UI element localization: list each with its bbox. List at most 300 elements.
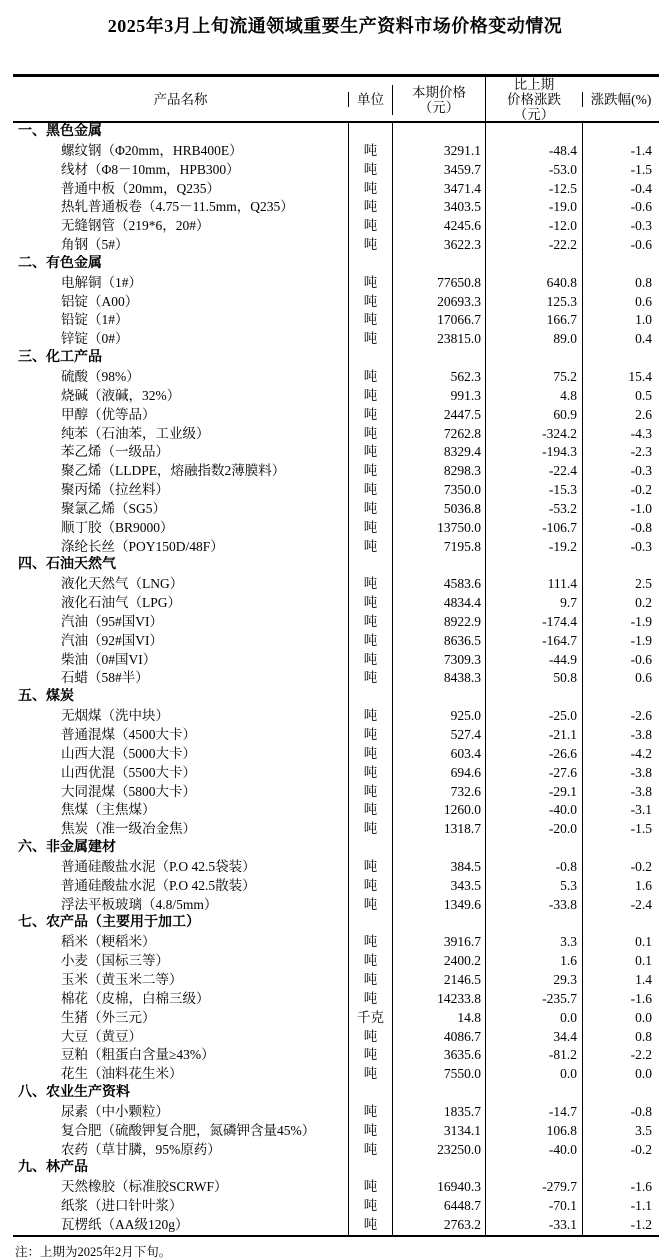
unit-cell: 吨 xyxy=(348,1141,392,1160)
change-cell: 640.8 xyxy=(485,274,582,293)
unit-cell: 吨 xyxy=(348,726,392,745)
price-cell: 6448.7 xyxy=(392,1197,485,1216)
price-cell: 384.5 xyxy=(392,858,485,877)
price-cell: 4583.6 xyxy=(392,575,485,594)
product-cell: 花生（油料花生米） xyxy=(61,1066,183,1082)
product-cell: 复合肥（硫酸钾复合肥，氮磷钾含量45%） xyxy=(61,1122,316,1138)
product-cell: 农药（草甘膦，95%原药） xyxy=(61,1141,221,1157)
product-cell: 玉米（黄玉米二等） xyxy=(61,971,183,987)
change-cell: 5.3 xyxy=(485,877,582,896)
price-cell: 603.4 xyxy=(392,745,485,764)
col-header-change xyxy=(485,77,582,122)
col-header-change-line1: 比上期 xyxy=(513,77,555,92)
product-cell: 铝锭（A00） xyxy=(61,293,139,309)
pct-cell: -0.2 xyxy=(582,858,659,877)
change-cell: -279.7 xyxy=(485,1178,582,1197)
pct-cell: 2.5 xyxy=(582,575,659,594)
unit-cell xyxy=(348,914,392,933)
col-header-product: 产品名称 xyxy=(153,92,208,107)
table-row xyxy=(13,443,659,462)
pct-cell: -2.2 xyxy=(582,1046,659,1065)
pct-cell: 1.0 xyxy=(582,311,659,330)
unit-cell xyxy=(348,349,392,368)
unit-cell xyxy=(348,123,392,142)
table-row xyxy=(13,425,659,444)
unit-cell: 吨 xyxy=(348,519,392,538)
change-cell: -19.0 xyxy=(485,198,582,217)
price-cell: 14233.8 xyxy=(392,990,485,1009)
unit-cell: 吨 xyxy=(348,217,392,236)
price-cell: 562.3 xyxy=(392,368,485,387)
table-row xyxy=(13,858,659,877)
unit-cell: 吨 xyxy=(348,896,392,915)
section-row xyxy=(13,1159,659,1178)
pct-cell: -0.3 xyxy=(582,217,659,236)
price-cell: 7262.8 xyxy=(392,425,485,444)
product-cell: 山西优混（5500大卡） xyxy=(61,764,196,780)
section-row xyxy=(13,349,659,368)
col-header-pct: 涨跌幅(%) xyxy=(582,92,659,107)
change-cell: -12.0 xyxy=(485,217,582,236)
section-row xyxy=(13,556,659,575)
change-cell: -22.2 xyxy=(485,236,582,255)
table-row xyxy=(13,236,659,255)
product-cell: 纯苯（石油苯，工业级） xyxy=(61,425,210,441)
pct-cell: -1.1 xyxy=(582,1197,659,1216)
table-row xyxy=(13,669,659,688)
table-row xyxy=(13,764,659,783)
change-cell: 0.0 xyxy=(485,1065,582,1084)
product-cell: 纸浆（进口针叶浆） xyxy=(61,1198,183,1214)
change-cell: -14.7 xyxy=(485,1103,582,1122)
pct-cell: -2.4 xyxy=(582,896,659,915)
pct-cell: -1.5 xyxy=(582,161,659,180)
unit-cell: 吨 xyxy=(348,632,392,651)
price-cell: 8438.3 xyxy=(392,669,485,688)
section-name: 六、非金属建材 xyxy=(18,840,116,856)
price-cell: 732.6 xyxy=(392,783,485,802)
change-cell: -48.4 xyxy=(485,142,582,161)
table-row xyxy=(13,1141,659,1160)
change-cell: 166.7 xyxy=(485,311,582,330)
table-row xyxy=(13,971,659,990)
product-cell: 生猪（外三元） xyxy=(61,1009,156,1025)
table-row xyxy=(13,1009,659,1028)
change-cell xyxy=(485,1084,582,1103)
pct-cell: -0.2 xyxy=(582,481,659,500)
unit-cell: 吨 xyxy=(348,971,392,990)
price-cell: 694.6 xyxy=(392,764,485,783)
change-cell: -20.0 xyxy=(485,820,582,839)
product-cell: 大豆（黄豆） xyxy=(61,1028,142,1044)
unit-cell: 吨 xyxy=(348,387,392,406)
product-cell: 尿素（中小颗粒） xyxy=(61,1103,169,1119)
pct-cell xyxy=(582,1159,659,1178)
price-cell xyxy=(392,914,485,933)
change-cell: -324.2 xyxy=(485,425,582,444)
change-cell: 3.3 xyxy=(485,933,582,952)
table-row xyxy=(13,632,659,651)
unit-cell: 吨 xyxy=(348,236,392,255)
product-cell: 山西大混（5000大卡） xyxy=(61,745,196,761)
change-cell xyxy=(485,688,582,707)
price-table xyxy=(13,74,659,1237)
product-cell: 汽油（92#国VI） xyxy=(61,632,163,648)
unit-cell: 吨 xyxy=(348,801,392,820)
unit-cell: 吨 xyxy=(348,858,392,877)
section-name: 九、林产品 xyxy=(18,1160,88,1176)
product-cell: 涤纶长丝（POY150D/48F） xyxy=(61,538,224,554)
change-cell: -106.7 xyxy=(485,519,582,538)
unit-cell xyxy=(348,255,392,274)
unit-cell: 吨 xyxy=(348,274,392,293)
change-cell: -81.2 xyxy=(485,1046,582,1065)
change-cell: -53.2 xyxy=(485,500,582,519)
section-name: 一、黑色金属 xyxy=(18,124,102,139)
product-cell: 豆粕（粗蛋白含量≥43%） xyxy=(61,1047,215,1063)
change-cell: 106.8 xyxy=(485,1122,582,1141)
price-cell xyxy=(392,556,485,575)
product-cell: 甲醇（优等品） xyxy=(61,406,156,422)
price-cell: 2146.5 xyxy=(392,971,485,990)
change-cell: -164.7 xyxy=(485,632,582,651)
table-row xyxy=(13,707,659,726)
product-cell: 稻米（粳稻米） xyxy=(61,934,156,950)
change-cell: -174.4 xyxy=(485,613,582,632)
table-row xyxy=(13,726,659,745)
table-row xyxy=(13,783,659,802)
price-cell: 23815.0 xyxy=(392,330,485,349)
pct-cell: 1.6 xyxy=(582,877,659,896)
change-cell xyxy=(485,839,582,858)
unit-cell: 吨 xyxy=(348,745,392,764)
price-cell xyxy=(392,688,485,707)
price-cell: 3134.1 xyxy=(392,1122,485,1141)
table-row xyxy=(13,198,659,217)
price-cell: 3916.7 xyxy=(392,933,485,952)
section-row xyxy=(13,914,659,933)
change-cell: -26.6 xyxy=(485,745,582,764)
pct-cell: -1.2 xyxy=(582,1216,659,1235)
unit-cell xyxy=(348,1159,392,1178)
table-row xyxy=(13,613,659,632)
unit-cell: 吨 xyxy=(348,500,392,519)
change-cell: -53.0 xyxy=(485,161,582,180)
product-cell: 苯乙烯（一级品） xyxy=(61,444,169,460)
product-cell: 大同混煤（5800大卡） xyxy=(61,783,196,799)
unit-cell: 吨 xyxy=(348,330,392,349)
pct-cell: -0.3 xyxy=(582,538,659,557)
price-cell: 7195.8 xyxy=(392,538,485,557)
change-cell: -33.8 xyxy=(485,896,582,915)
product-cell: 液化天然气（LNG） xyxy=(61,576,184,592)
product-cell: 普通硅酸盐水泥（P.O 42.5散装） xyxy=(61,877,256,893)
price-cell: 4086.7 xyxy=(392,1028,485,1047)
pct-cell: 0.1 xyxy=(582,933,659,952)
section-name: 三、化工产品 xyxy=(18,350,102,366)
pct-cell xyxy=(582,255,659,274)
pct-cell: -1.5 xyxy=(582,820,659,839)
pct-cell: -0.6 xyxy=(582,198,659,217)
pct-cell: -1.9 xyxy=(582,613,659,632)
pct-cell: 0.8 xyxy=(582,274,659,293)
price-cell: 14.8 xyxy=(392,1009,485,1028)
product-cell: 焦炭（准一级冶金焦） xyxy=(61,821,196,837)
price-cell: 991.3 xyxy=(392,387,485,406)
price-cell: 7550.0 xyxy=(392,1065,485,1084)
unit-cell: 吨 xyxy=(348,1122,392,1141)
product-cell: 棉花（皮棉，白棉三级） xyxy=(61,990,210,1006)
change-cell: -22.4 xyxy=(485,462,582,481)
unit-cell: 吨 xyxy=(348,1197,392,1216)
change-cell: -44.9 xyxy=(485,651,582,670)
product-cell: 汽油（95#国VI） xyxy=(61,613,163,629)
change-cell: 29.3 xyxy=(485,971,582,990)
table-row xyxy=(13,368,659,387)
unit-cell: 吨 xyxy=(348,952,392,971)
table-header-row xyxy=(13,77,659,123)
product-cell: 螺纹钢（Φ20mm，HRB400E） xyxy=(61,142,243,158)
product-cell: 瓦楞纸（AA级120g） xyxy=(61,1216,189,1232)
change-cell: -12.5 xyxy=(485,180,582,199)
change-cell xyxy=(485,914,582,933)
pct-cell: -0.3 xyxy=(582,462,659,481)
col-header-change-line2: 价格涨跌 xyxy=(507,92,561,107)
col-header-price-line2: （元） xyxy=(418,99,460,115)
unit-cell: 吨 xyxy=(348,707,392,726)
price-cell: 4245.6 xyxy=(392,217,485,236)
unit-cell: 吨 xyxy=(348,198,392,217)
price-cell: 1318.7 xyxy=(392,820,485,839)
price-cell: 1349.6 xyxy=(392,896,485,915)
price-cell: 3622.3 xyxy=(392,236,485,255)
price-cell: 16940.3 xyxy=(392,1178,485,1197)
change-cell: 0.0 xyxy=(485,1009,582,1028)
pct-cell: -1.9 xyxy=(582,632,659,651)
price-cell: 925.0 xyxy=(392,707,485,726)
product-cell: 铅锭（1#） xyxy=(61,312,129,328)
product-cell: 烧碱（液碱，32%） xyxy=(61,387,181,403)
table-row xyxy=(13,180,659,199)
change-cell: -33.1 xyxy=(485,1216,582,1235)
unit-cell: 吨 xyxy=(348,1065,392,1084)
table-row xyxy=(13,217,659,236)
unit-cell: 吨 xyxy=(348,783,392,802)
change-cell xyxy=(485,556,582,575)
product-cell: 普通混煤（4500大卡） xyxy=(61,727,196,742)
pct-cell: -3.8 xyxy=(582,764,659,783)
pct-cell: 0.6 xyxy=(582,669,659,688)
section-row xyxy=(13,123,659,142)
table-row xyxy=(13,651,659,670)
change-cell xyxy=(485,123,582,142)
price-cell: 20693.3 xyxy=(392,293,485,312)
product-cell: 角钢（5#） xyxy=(61,237,129,253)
price-cell: 343.5 xyxy=(392,877,485,896)
product-cell: 线材（Φ8－10mm，HPB300） xyxy=(61,161,240,177)
unit-cell: 吨 xyxy=(348,425,392,444)
unit-cell: 吨 xyxy=(348,990,392,1009)
unit-cell: 吨 xyxy=(348,651,392,670)
price-cell: 5036.8 xyxy=(392,500,485,519)
section-name: 七、农产品（主要用于加工） xyxy=(18,915,200,931)
col-header-price-line1: 本期价格 xyxy=(412,84,466,100)
pct-cell: -1.6 xyxy=(582,990,659,1009)
product-cell: 小麦（国标三等） xyxy=(61,953,169,969)
table-row xyxy=(13,311,659,330)
pct-cell xyxy=(582,688,659,707)
unit-cell xyxy=(348,839,392,858)
product-cell: 电解铜（1#） xyxy=(61,274,142,290)
table-row xyxy=(13,387,659,406)
price-cell: 1835.7 xyxy=(392,1103,485,1122)
pct-cell: -1.6 xyxy=(582,1178,659,1197)
table-row xyxy=(13,330,659,349)
change-cell: 75.2 xyxy=(485,368,582,387)
product-cell: 液化石油气（LPG） xyxy=(61,595,182,611)
change-cell: 34.4 xyxy=(485,1028,582,1047)
pct-cell: 15.4 xyxy=(582,368,659,387)
change-cell: 60.9 xyxy=(485,406,582,425)
product-cell: 浮法平板玻璃（4.8/5mm） xyxy=(61,896,218,912)
pct-cell: -3.8 xyxy=(582,783,659,802)
product-cell: 热轧普通板卷（4.75－11.5mm，Q235） xyxy=(61,199,294,215)
table-row xyxy=(13,1197,659,1216)
change-cell: 9.7 xyxy=(485,594,582,613)
pct-cell: 0.1 xyxy=(582,952,659,971)
unit-cell: 吨 xyxy=(348,1103,392,1122)
price-cell: 8298.3 xyxy=(392,462,485,481)
price-cell xyxy=(392,1159,485,1178)
pct-cell: -0.4 xyxy=(582,180,659,199)
change-cell: -29.1 xyxy=(485,783,582,802)
product-cell: 聚氯乙烯（SG5） xyxy=(61,500,167,516)
price-cell: 17066.7 xyxy=(392,311,485,330)
pct-cell: -0.8 xyxy=(582,519,659,538)
change-cell: 50.8 xyxy=(485,669,582,688)
change-cell: 125.3 xyxy=(485,293,582,312)
table-row xyxy=(13,877,659,896)
unit-cell xyxy=(348,556,392,575)
unit-cell: 吨 xyxy=(348,311,392,330)
change-cell xyxy=(485,349,582,368)
price-cell: 8329.4 xyxy=(392,443,485,462)
table-row xyxy=(13,1103,659,1122)
table-row xyxy=(13,462,659,481)
unit-cell: 吨 xyxy=(348,481,392,500)
table-row xyxy=(13,274,659,293)
table-row xyxy=(13,519,659,538)
change-cell: 111.4 xyxy=(485,575,582,594)
pct-cell: -0.6 xyxy=(582,651,659,670)
table-row xyxy=(13,745,659,764)
section-row xyxy=(13,688,659,707)
table-row xyxy=(13,1178,659,1197)
footnote: 注：上期为2025年2月下旬。 xyxy=(15,1245,172,1259)
price-cell: 8636.5 xyxy=(392,632,485,651)
price-cell xyxy=(392,123,485,142)
change-cell: 1.6 xyxy=(485,952,582,971)
product-cell: 石蜡（58#半） xyxy=(61,670,149,686)
unit-cell: 吨 xyxy=(348,820,392,839)
table-row xyxy=(13,1065,659,1084)
price-cell: 2447.5 xyxy=(392,406,485,425)
pct-cell: 0.5 xyxy=(582,387,659,406)
price-cell: 13750.0 xyxy=(392,519,485,538)
price-cell: 7350.0 xyxy=(392,481,485,500)
change-cell: -235.7 xyxy=(485,990,582,1009)
product-cell: 无烟煤（洗中块） xyxy=(61,708,169,724)
change-cell: -19.2 xyxy=(485,538,582,557)
pct-cell: -3.8 xyxy=(582,726,659,745)
unit-cell: 吨 xyxy=(348,1028,392,1047)
table-row xyxy=(13,1216,659,1235)
pct-cell: 0.0 xyxy=(582,1065,659,1084)
price-cell: 3291.1 xyxy=(392,142,485,161)
table-row xyxy=(13,142,659,161)
price-cell: 3403.5 xyxy=(392,198,485,217)
change-cell: -194.3 xyxy=(485,443,582,462)
pct-cell: 3.5 xyxy=(582,1122,659,1141)
unit-cell: 吨 xyxy=(348,1178,392,1197)
table-row xyxy=(13,594,659,613)
unit-cell: 吨 xyxy=(348,933,392,952)
price-cell xyxy=(392,255,485,274)
price-cell: 2763.2 xyxy=(392,1216,485,1235)
product-cell: 无缝钢管（219*6，20#） xyxy=(61,218,210,234)
table-row xyxy=(13,293,659,312)
section-row xyxy=(13,1084,659,1103)
price-cell: 8922.9 xyxy=(392,613,485,632)
table-row xyxy=(13,952,659,971)
price-cell: 4834.4 xyxy=(392,594,485,613)
col-header-unit: 单位 xyxy=(348,92,392,107)
product-cell: 锌锭（0#） xyxy=(61,331,129,347)
unit-cell: 吨 xyxy=(348,443,392,462)
change-cell: 89.0 xyxy=(485,330,582,349)
change-cell: -40.0 xyxy=(485,801,582,820)
change-cell: -27.6 xyxy=(485,764,582,783)
pct-cell: -0.8 xyxy=(582,1103,659,1122)
table-row xyxy=(13,1028,659,1047)
section-row xyxy=(13,839,659,858)
product-cell: 硫酸（98%） xyxy=(61,368,140,384)
pct-cell: -1.0 xyxy=(582,500,659,519)
price-cell: 527.4 xyxy=(392,726,485,745)
table-row xyxy=(13,481,659,500)
pct-cell: 0.0 xyxy=(582,1009,659,1028)
unit-cell xyxy=(348,688,392,707)
pct-cell: 0.8 xyxy=(582,1028,659,1047)
pct-cell: -2.3 xyxy=(582,443,659,462)
price-cell: 3471.4 xyxy=(392,180,485,199)
section-name: 八、农业生产资料 xyxy=(18,1085,130,1101)
table-row xyxy=(13,406,659,425)
table-row xyxy=(13,933,659,952)
pct-cell: -4.2 xyxy=(582,745,659,764)
product-cell: 普通硅酸盐水泥（P.O 42.5袋装） xyxy=(61,858,256,874)
unit-cell: 吨 xyxy=(348,368,392,387)
pct-cell xyxy=(582,1084,659,1103)
page-title: 2025年3月上旬流通领域重要生产资料市场价格变动情况 xyxy=(107,16,563,36)
section-name: 四、石油天然气 xyxy=(18,557,116,573)
product-cell: 聚乙烯（LLDPE，熔融指数2薄膜料） xyxy=(61,463,286,479)
section-name: 二、有色金属 xyxy=(18,255,102,271)
table-row xyxy=(13,990,659,1009)
pct-cell: -2.6 xyxy=(582,707,659,726)
pct-cell: 0.4 xyxy=(582,330,659,349)
pct-cell: -1.4 xyxy=(582,142,659,161)
